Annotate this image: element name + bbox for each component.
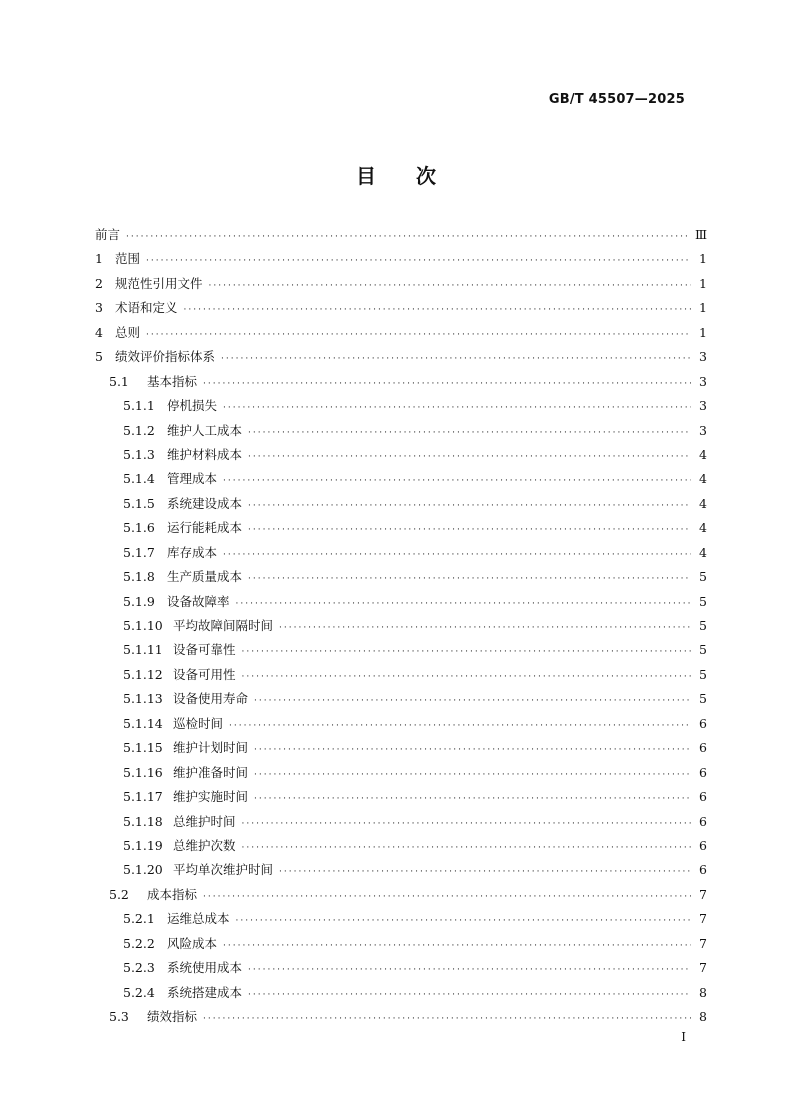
toc-entry-label: 停机损失 <box>167 398 218 414</box>
toc-entry-number: 5.1.18 <box>123 813 163 829</box>
table-of-contents <box>95 225 707 1031</box>
toc-entry[interactable] <box>95 665 707 689</box>
toc-leader-dots <box>254 770 691 780</box>
toc-entry-page: 3 <box>699 373 707 389</box>
toc-entry-page: 4 <box>699 471 707 487</box>
toc-leader-dots <box>203 1014 691 1024</box>
toc-entry-page: 6 <box>699 837 707 853</box>
toc-entry-label: 绩效评价指标体系 <box>115 349 216 365</box>
toc-entry-page: 6 <box>699 764 707 780</box>
page-number: I <box>681 1030 686 1044</box>
toc-entry[interactable] <box>95 323 707 347</box>
toc-leader-dots <box>242 843 691 853</box>
toc-leader-dots <box>248 965 691 975</box>
toc-leader-dots <box>126 232 689 242</box>
toc-entry-number: 5.1.6 <box>123 520 155 536</box>
toc-entry-label: 维护准备时间 <box>173 764 249 780</box>
toc-entry[interactable] <box>95 567 707 591</box>
toc-entry[interactable] <box>95 249 707 273</box>
toc-entry-number: 5.1.13 <box>123 691 163 707</box>
toc-entry[interactable] <box>95 298 707 322</box>
toc-entry-page: 1 <box>699 324 707 340</box>
toc-entry-label: 系统使用成本 <box>167 960 243 976</box>
toc-entry-label: 规范性引用文件 <box>115 275 203 291</box>
toc-entry[interactable] <box>95 421 707 445</box>
toc-entry-label: 运维总成本 <box>167 911 230 927</box>
toc-entry[interactable] <box>95 738 707 762</box>
toc-entry-page: 6 <box>699 789 707 805</box>
toc-entry[interactable] <box>95 592 707 616</box>
toc-entry-label: 维护计划时间 <box>173 740 249 756</box>
toc-entry-label: 运行能耗成本 <box>167 520 243 536</box>
toc-entry-page: 1 <box>699 251 707 267</box>
toc-entry-label: 总则 <box>115 324 141 340</box>
toc-leader-dots <box>203 379 691 389</box>
toc-entry-number: 5.1.14 <box>123 715 163 731</box>
toc-entry-label: 设备可靠性 <box>173 642 236 658</box>
toc-entry[interactable] <box>95 372 707 396</box>
toc-entry-number: 5.1.15 <box>123 740 163 756</box>
toc-entry-number: 2 <box>95 275 103 291</box>
toc-entry[interactable] <box>95 225 707 249</box>
toc-leader-dots <box>242 647 691 657</box>
toc-entry-number: 5.1.19 <box>123 837 163 853</box>
toc-entry-label: 总维护时间 <box>173 813 236 829</box>
toc-entry-number: 5.2.2 <box>123 935 155 951</box>
toc-entry-page: 5 <box>699 618 707 633</box>
toc-leader-dots <box>236 599 691 609</box>
toc-leader-dots <box>236 916 691 926</box>
toc-leader-dots <box>242 672 691 682</box>
toc-leader-dots <box>223 476 691 486</box>
toc-entry[interactable] <box>95 469 707 493</box>
standard-code: GB/T 45507—2025 <box>548 92 685 107</box>
toc-entry-number: 5.1.2 <box>123 422 155 438</box>
toc-entry[interactable] <box>95 983 707 1007</box>
toc-entry-number: 5.1 <box>109 373 129 389</box>
toc-entry[interactable] <box>95 543 707 567</box>
toc-entry[interactable] <box>95 836 707 860</box>
toc-entry-page: 7 <box>699 911 707 927</box>
toc-entry-label: 基本指标 <box>147 373 198 389</box>
toc-entry[interactable] <box>95 958 707 982</box>
toc-entry-label: 术语和定义 <box>115 300 178 316</box>
toc-entry-number: 5.1.1 <box>123 398 155 414</box>
toc-entry-page: 7 <box>699 886 707 902</box>
toc-entry-label: 设备可用性 <box>173 666 236 682</box>
toc-leader-dots <box>223 403 691 413</box>
toc-entry[interactable] <box>95 494 707 518</box>
toc-leader-dots <box>184 305 691 315</box>
toc-entry[interactable] <box>95 885 707 909</box>
toc-entry-page: 1 <box>699 275 707 291</box>
toc-entry[interactable] <box>95 812 707 836</box>
toc-entry-number: 5.1.3 <box>123 446 155 462</box>
toc-entry[interactable] <box>95 689 707 713</box>
toc-leader-dots <box>146 256 691 266</box>
toc-entry[interactable] <box>95 274 707 298</box>
page-title: 目 次 <box>356 164 436 188</box>
toc-entry-page: 6 <box>699 813 707 829</box>
toc-entry-number: 5.1.9 <box>123 593 155 609</box>
toc-entry-page: 4 <box>699 520 707 536</box>
toc-entry[interactable] <box>95 445 707 469</box>
toc-leader-dots <box>223 550 691 560</box>
toc-entry[interactable] <box>95 909 707 933</box>
toc-entry-label: 绩效指标 <box>147 1009 198 1024</box>
toc-entry[interactable] <box>95 787 707 811</box>
toc-leader-dots <box>221 354 691 364</box>
toc-entry-page: 8 <box>699 1009 707 1024</box>
toc-leader-dots <box>248 452 691 462</box>
toc-entry-label: 管理成本 <box>167 471 218 487</box>
toc-entry-page: 6 <box>699 715 707 731</box>
toc-entry-number: 5.1.16 <box>123 764 163 780</box>
toc-entry[interactable] <box>95 934 707 958</box>
toc-entry-label: 维护实施时间 <box>173 789 249 805</box>
toc-entry-page: 6 <box>699 862 707 878</box>
toc-entry-page: 7 <box>699 935 707 951</box>
toc-leader-dots <box>242 819 691 829</box>
toc-leader-dots <box>248 428 691 438</box>
toc-entry-label: 范围 <box>115 251 141 267</box>
toc-leader-dots <box>229 721 691 731</box>
toc-leader-dots <box>209 281 691 291</box>
toc-entry-label: 总维护次数 <box>173 837 236 853</box>
toc-entry-label: 生产质量成本 <box>167 569 243 585</box>
toc-entry-label: 平均故障间隔时间 <box>173 618 274 633</box>
toc-entry-number: 4 <box>95 324 103 340</box>
toc-entry-label: 库存成本 <box>167 544 218 560</box>
toc-entry-page: 6 <box>699 740 707 756</box>
toc-entry-number: 5.2.4 <box>123 984 155 1000</box>
toc-entry-number: 1 <box>95 251 103 267</box>
toc-entry-label: 巡检时间 <box>173 715 224 731</box>
toc-leader-dots <box>203 892 691 902</box>
toc-leader-dots <box>279 867 691 877</box>
toc-entry-page: 4 <box>699 495 707 511</box>
toc-leader-dots <box>223 941 691 951</box>
toc-entry[interactable] <box>95 640 707 664</box>
toc-entry-number: 5.1.10 <box>123 618 163 633</box>
toc-entry-page: 5 <box>699 593 707 609</box>
toc-entry-label: 平均单次维护时间 <box>173 862 274 878</box>
toc-entry-label: 设备使用寿命 <box>173 691 249 707</box>
toc-entry[interactable] <box>95 763 707 787</box>
toc-entry-label: 风险成本 <box>167 935 218 951</box>
toc-entry-page: 8 <box>699 984 707 1000</box>
toc-entry-page: 3 <box>699 422 707 438</box>
toc-entry-page: 5 <box>699 569 707 585</box>
toc-entry-page: 5 <box>699 642 707 658</box>
toc-entry-label: 成本指标 <box>147 886 198 902</box>
toc-entry[interactable] <box>95 616 707 640</box>
toc-leader-dots <box>248 990 691 1000</box>
toc-entry-number: 5.1.20 <box>123 862 163 878</box>
toc-entry-number: 5.3 <box>109 1009 129 1024</box>
toc-leader-dots <box>254 794 691 804</box>
toc-entry-number: 5.2 <box>109 886 129 902</box>
toc-entry-page: 4 <box>699 446 707 462</box>
toc-entry[interactable] <box>95 518 707 542</box>
toc-entry-page: 5 <box>699 691 707 707</box>
toc-entry[interactable] <box>95 1007 707 1031</box>
toc-entry-page: 3 <box>699 398 707 414</box>
toc-entry[interactable] <box>95 860 707 884</box>
toc-entry[interactable] <box>95 714 707 738</box>
toc-entry-label: 维护人工成本 <box>167 422 243 438</box>
toc-entry-number: 5 <box>95 349 103 365</box>
toc-entry-page: 4 <box>699 544 707 560</box>
toc-entry-number: 5.2.3 <box>123 960 155 976</box>
toc-entry-number: 5.1.12 <box>123 666 163 682</box>
toc-leader-dots <box>248 525 691 535</box>
toc-entry-number: 5.1.17 <box>123 789 163 805</box>
toc-entry-label: 设备故障率 <box>167 593 230 609</box>
toc-entry-number: 5.1.7 <box>123 544 155 560</box>
toc-entry-page: 3 <box>699 349 707 365</box>
toc-entry-page: Ⅲ <box>694 227 707 242</box>
toc-entry-label: 前言 <box>95 227 121 242</box>
toc-entry-number: 3 <box>95 300 103 316</box>
toc-entry-label: 维护材料成本 <box>167 446 243 462</box>
toc-leader-dots <box>146 330 691 340</box>
toc-entry-number: 5.1.5 <box>123 495 155 511</box>
toc-leader-dots <box>248 574 691 584</box>
toc-entry-number: 5.2.1 <box>123 911 155 927</box>
toc-entry-number: 5.1.8 <box>123 569 155 585</box>
toc-entry-page: 1 <box>699 300 707 316</box>
toc-entry[interactable] <box>95 396 707 420</box>
toc-entry[interactable] <box>95 347 707 371</box>
toc-entry-label: 系统搭建成本 <box>167 984 243 1000</box>
toc-entry-label: 系统建设成本 <box>167 495 243 511</box>
toc-leader-dots <box>254 696 691 706</box>
toc-leader-dots <box>254 745 691 755</box>
toc-entry-page: 7 <box>699 960 707 976</box>
toc-leader-dots <box>279 623 691 633</box>
toc-entry-number: 5.1.4 <box>123 471 155 487</box>
toc-entry-page: 5 <box>699 666 707 682</box>
toc-entry-number: 5.1.11 <box>123 642 163 658</box>
toc-leader-dots <box>248 501 691 511</box>
